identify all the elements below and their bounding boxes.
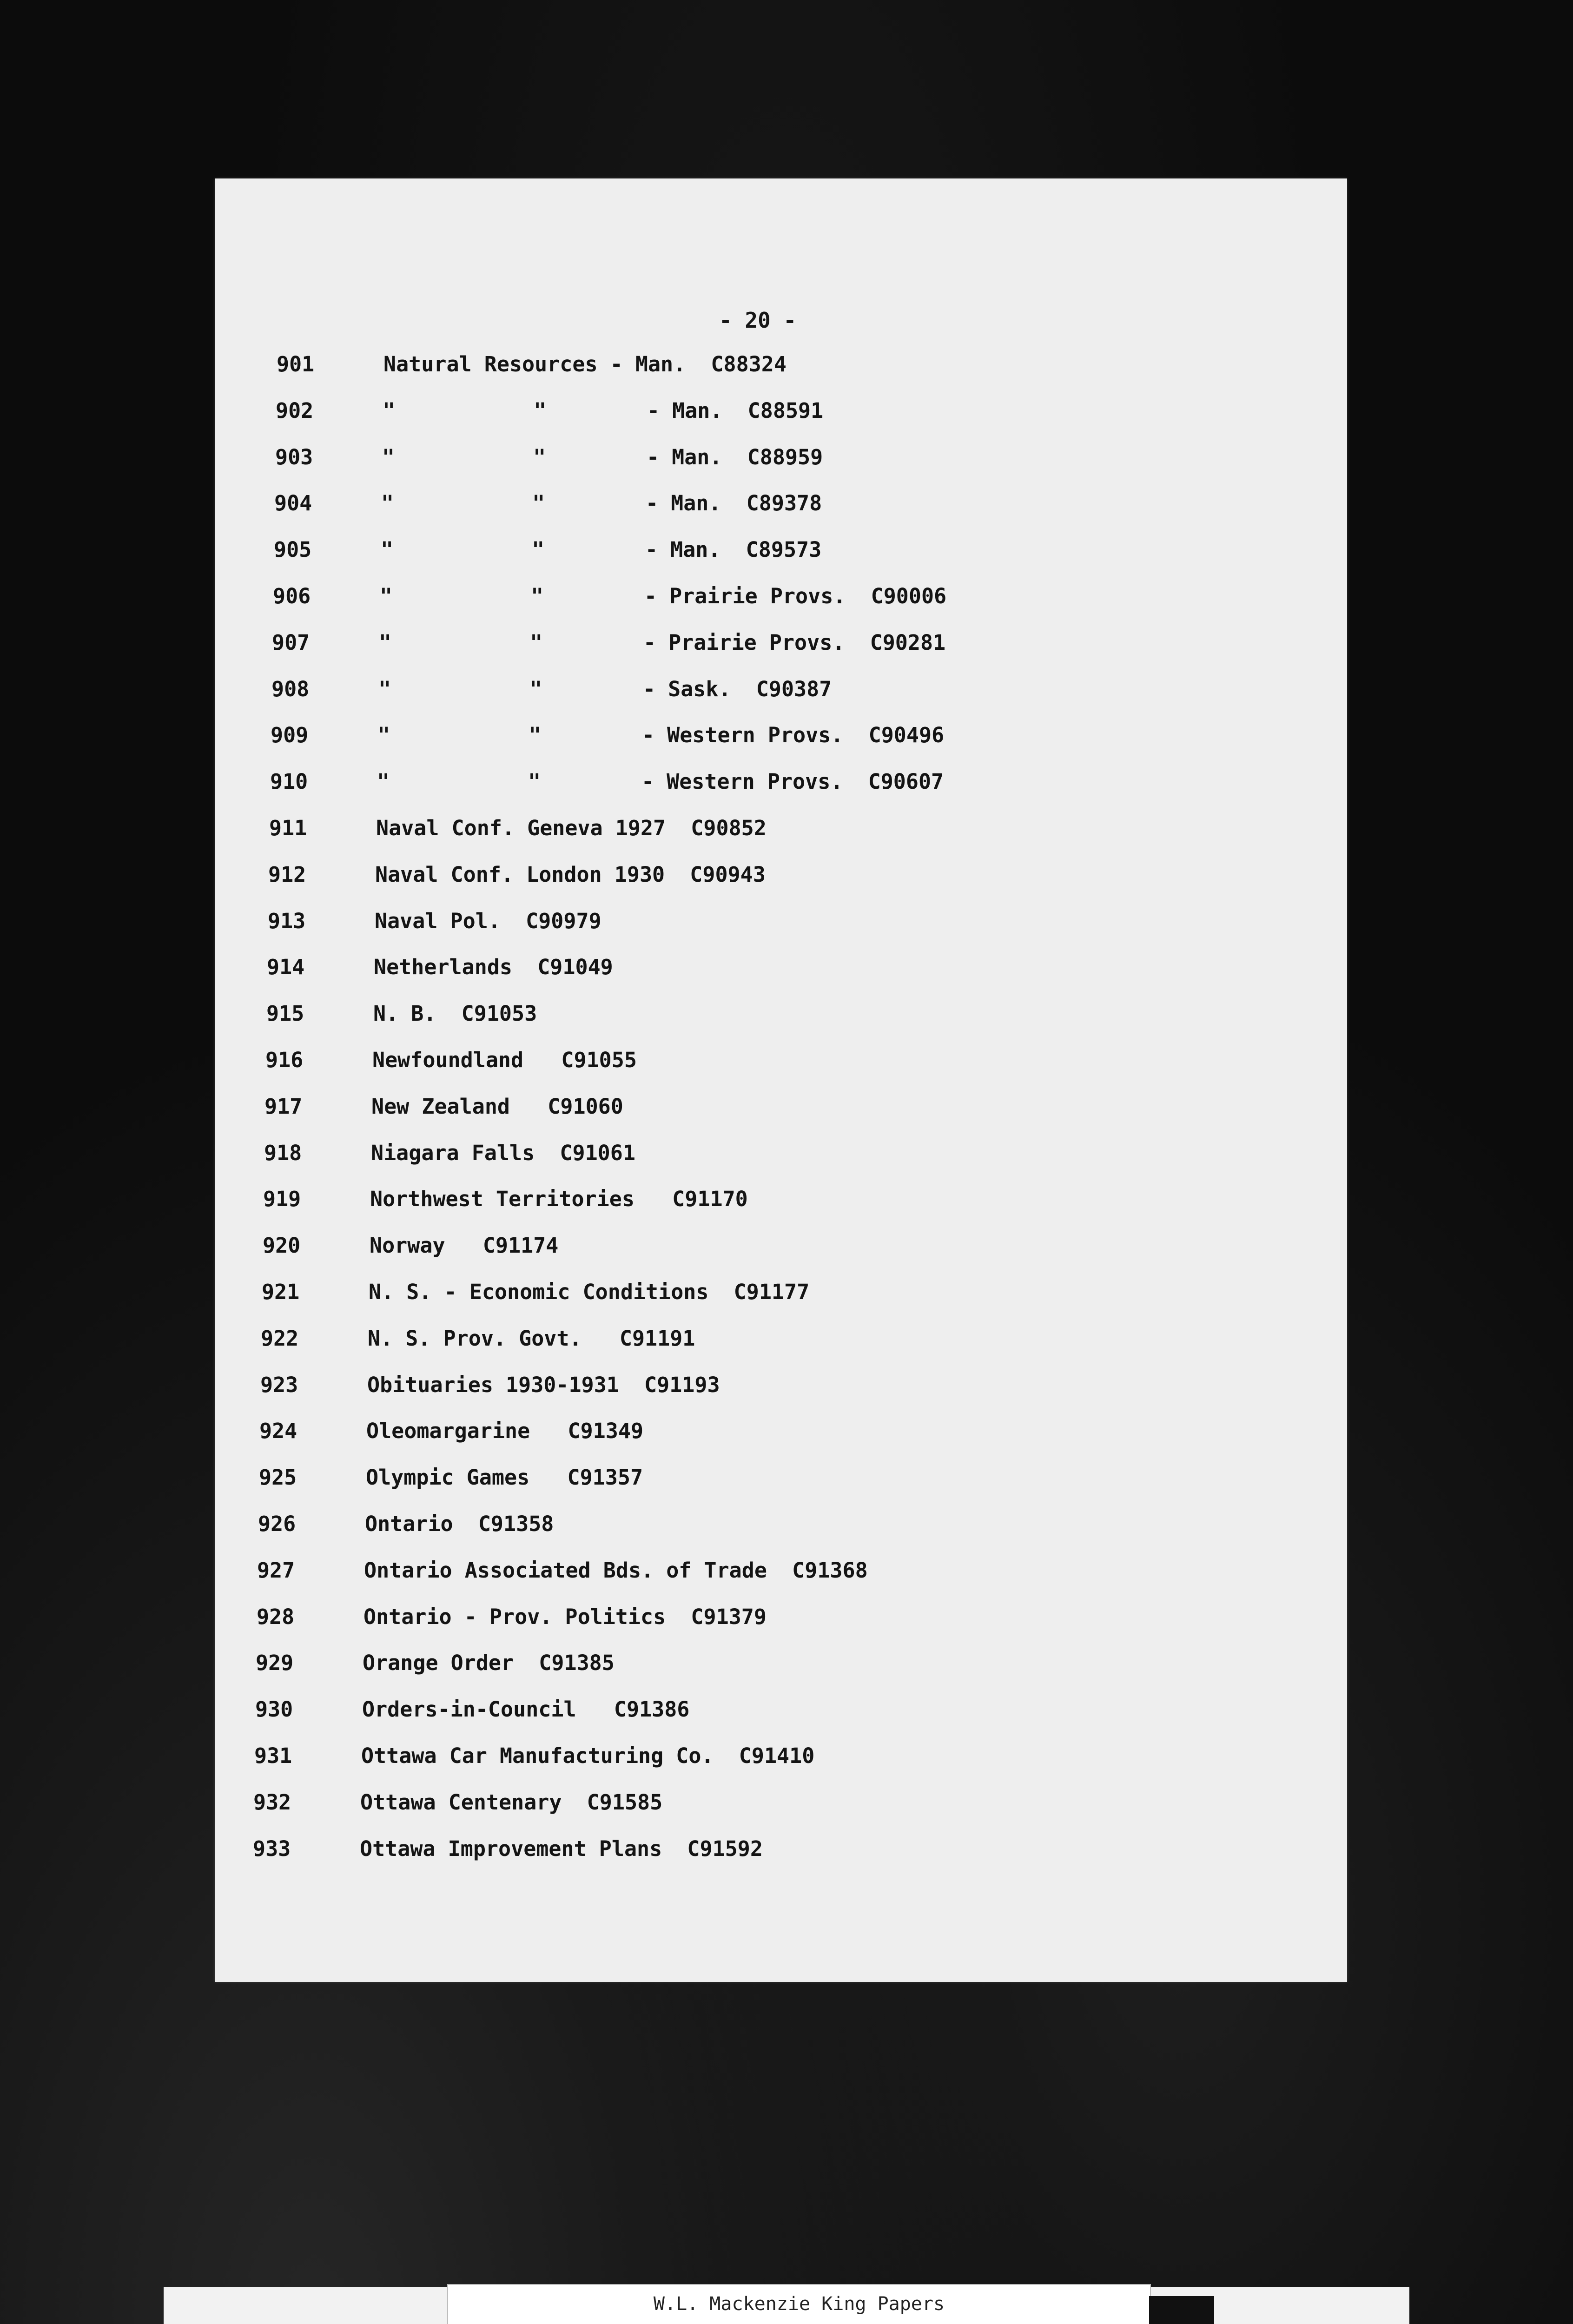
entry-number: 904 [274,491,312,515]
entry-row [259,1413,1284,1450]
entry-row [262,1274,1284,1311]
entry-subject: Ottawa Car Manufacturing Co. C91410 [361,1743,815,1768]
entry-number: 910 [270,769,308,794]
entry-number: 933 [253,1836,291,1861]
entry-number: 901 [277,352,315,376]
entry-subject: Ontario Associated Bds. of Trade C91368 [364,1558,868,1583]
entry-row [273,578,1284,615]
entry-number: 917 [264,1094,303,1119]
entry-number: 915 [266,1001,304,1026]
entry-subject: Oleomargarine C91349 [366,1419,644,1443]
entry-subject: N. S. - Economic Conditions C91177 [369,1280,810,1304]
entry-number: 918 [264,1141,302,1165]
entry-row [274,531,1284,568]
entry-number: 926 [258,1512,296,1536]
page-number: - 20 - [719,308,797,333]
entry-number: 913 [268,909,306,933]
entry-row [257,1552,1284,1589]
entry-number: 924 [259,1419,297,1443]
entry-subject: Ontario C91358 [365,1512,554,1536]
entry-row [264,1088,1284,1125]
entry-subject: Ottawa Centenary C91585 [360,1790,663,1815]
entry-number: 925 [259,1465,297,1490]
entry-subject: Ontario - Prov. Politics C91379 [364,1604,767,1629]
entry-row [267,949,1284,986]
entry-number: 903 [275,445,313,469]
entry-number: 929 [256,1651,294,1675]
entry-subject: " " - Prairie Provs. C90281 [379,630,946,655]
entry-number: 932 [253,1790,291,1815]
entry-subject: Norway C91174 [370,1233,559,1258]
entry-row [271,671,1284,708]
entry-number: 907 [272,630,310,655]
entry-row [259,1459,1284,1496]
entry-row [260,1367,1284,1404]
entry-number: 905 [274,537,312,562]
entry-number: 923 [260,1373,298,1397]
entry-subject: N. B. C91053 [373,1001,537,1026]
entry-subject: " " - Man. C89378 [381,491,822,515]
entry-subject: Obituaries 1930-1931 C91193 [367,1373,720,1397]
entry-row [268,856,1284,893]
document-page [215,178,1347,1982]
entry-number: 906 [273,584,311,608]
entry-row [261,1320,1284,1357]
entry-row [272,624,1284,661]
entry-row [269,810,1284,847]
collection-label [447,2284,1151,2324]
entry-number: 909 [271,723,309,747]
entry-subject: " " - Man. C88591 [383,398,824,423]
entry-subject: " " - Man. C88959 [382,445,823,469]
entry-subject: Netherlands C91049 [374,955,613,979]
entry-number: 927 [257,1558,295,1583]
entry-row [276,392,1284,429]
entry-number: 922 [261,1326,299,1351]
entry-row [256,1644,1284,1682]
entry-row [263,1227,1284,1264]
entry-number: 921 [262,1280,300,1304]
entry-row [254,1737,1284,1775]
entry-row [274,485,1284,522]
entry-number: 902 [276,398,314,423]
entry-number: 908 [271,677,310,701]
entry-subject: Orange Order C91385 [363,1651,615,1675]
entry-row [255,1691,1284,1728]
entry-row [266,995,1284,1032]
entry-row [257,1598,1284,1636]
entry-subject: Natural Resources - Man. C88324 [383,352,786,376]
entry-subject: " " - Prairie Provs. C90006 [380,584,947,608]
entry-subject: New Zealand C91060 [371,1094,623,1119]
entry-number: 928 [257,1604,295,1629]
archive-card [164,2287,1409,2324]
entry-subject: N. S. Prov. Govt. C91191 [368,1326,695,1351]
entry-row [270,763,1284,800]
entry-subject: Naval Conf. London 1930 C90943 [375,862,766,887]
entry-row [253,1784,1284,1821]
entry-subject: " " - Man. C89573 [381,537,822,562]
entry-subject: " " - Western Provs. C90496 [377,723,945,747]
entry-number: 920 [263,1233,301,1258]
entry-subject: Olympic Games C91357 [366,1465,643,1490]
entry-row [268,903,1284,940]
entry-row [277,346,1284,383]
entry-number: 930 [255,1697,293,1722]
entry-row [258,1505,1284,1543]
entry-number: 931 [254,1743,292,1768]
entry-subject: Northwest Territories C91170 [370,1187,748,1211]
entry-row [275,439,1284,476]
entry-number: 916 [265,1048,304,1072]
entry-subject: Orders-in-Council C91386 [362,1697,690,1722]
entry-subject: Newfoundland C91055 [372,1048,637,1072]
entry-number: 911 [269,816,307,840]
entry-subject: Ottawa Improvement Plans C91592 [360,1836,763,1861]
entry-subject: " " - Western Provs. C90607 [377,769,944,794]
collection-name: W.L. Mackenzie King Papers [653,2293,945,2315]
entry-row [271,717,1284,754]
label-tab [1149,2296,1214,2324]
entry-subject: " " - Sask. C90387 [378,677,832,701]
entry-row [264,1135,1284,1172]
entry-subject: Niagara Falls C91061 [371,1141,635,1165]
entry-row [265,1042,1284,1079]
entry-row [253,1830,1284,1868]
entry-subject: Naval Conf. Geneva 1927 C90852 [376,816,767,840]
entry-number: 912 [268,862,306,887]
entry-number: 919 [263,1187,301,1211]
entry-number: 914 [267,955,305,979]
entry-subject: Naval Pol. C90979 [375,909,601,933]
entry-row [263,1181,1284,1218]
